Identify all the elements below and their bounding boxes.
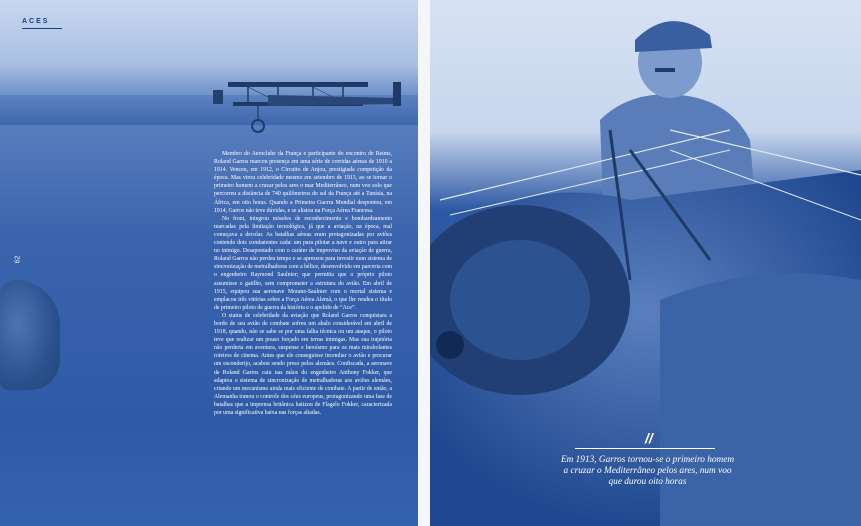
pull-quote: Em 1913, Garros tornou-se o primeiro homem a cruzar o Mediterrâneo pelos ares, num voo que durou oito horas: [560, 455, 735, 487]
coastal-rock: [0, 280, 60, 390]
spread-gutter: [418, 0, 430, 526]
page-number: 62: [14, 255, 22, 264]
biplane-illustration: [208, 68, 413, 138]
article-paragraph: Membro do Aeroclube da França e participante do encontro de Reims, Roland Garros marcou presença em uma série de corridas aéreas de 1910 a 1914. Venceu, em 1912, o Circuito de Anjou, prestigiada competição da época. Mas virou celebridade mesmo em setembro de 1913, ao se tornar o primeiro homem a cruzar pelos ares o mar Mediterrâneo, num voo solo que percorreu a distância de 740 quilômetros do sul da França até a Tunísia, na África, em oito horas. Quando a Primeira Guerra Mundial despontou, em 1914, Garros não teve dúvidas, e se alistou na Força Aérea Francesa.: [214, 151, 392, 214]
article-paragraph: No front, integrou missões de reconhecimento e bombardeamento marcadas pela limitação tecnológica, já que a aviação, na época, mal começava a decolar. As batalhas aéreas eram protagonizadas por aviões contendo dois combatentes cada: um para pilotar a nave e outro para atirar no inimigo. Desapontado com o caráter de improviso da aviação de guerra, Roland Garros não perdeu tempo e se apressou para investir num sistema de sincronização de metralhadoras com a hélice, desenvolvido em parceria com o engenheiro Raymond Saulnier; que permitia que o próprio piloto assumisse o gatilho, sem comprometer a estrutura do avião. Em abril de 1915, equipou sua aeronave Morane-Saulnier com o mortal sistema e emplacou três vitórias sobre a Força Aérea Alemã, o que lhe rendeu o título de primeiro piloto de guerra da história e o apelido de “Ace”.: [214, 215, 392, 311]
pull-quote-mark: //: [645, 430, 653, 446]
article-body: [214, 150, 392, 417]
article-paragraph: O status de celebridade da aviação que Roland Garros conquistara a bordo de seu avião de combate sofreu um abalo considerável em abril de 1918, quando, não se sabe se por uma falha técnica ou um ataque, o piloto teve que realizar um pouso forçado em terras inimigas. Mas sua trajetória não perderia em aventura, suspense e heroísmo para os mais mirabolantes roteiros de cinema. Antes que ele conseguisse incendiar o avião e procurar um esconderijo, acabou sendo preso pelos alemães. Confiscada, a aeronave de Roland Garros caiu nas mãos do engenheiro Anthony Fokker, que adaptou o sistema de sincronização de metralhadoras aos aviões alemães, criando um mecanismo ainda mais eficiente de combate. A partir de então, a Alemanha tomou o controle dos céus europeus, protagonizando uma fase de batalhas que a imprensa britânica batizou de Flagelo Fokker, caracterizada por uma significativa baixa nas forças aliadas.: [214, 312, 392, 416]
pull-quote-rule: [575, 448, 715, 449]
section-tag-underline: [22, 28, 62, 29]
section-tag: ACES: [22, 18, 50, 25]
left-page: [0, 0, 418, 526]
